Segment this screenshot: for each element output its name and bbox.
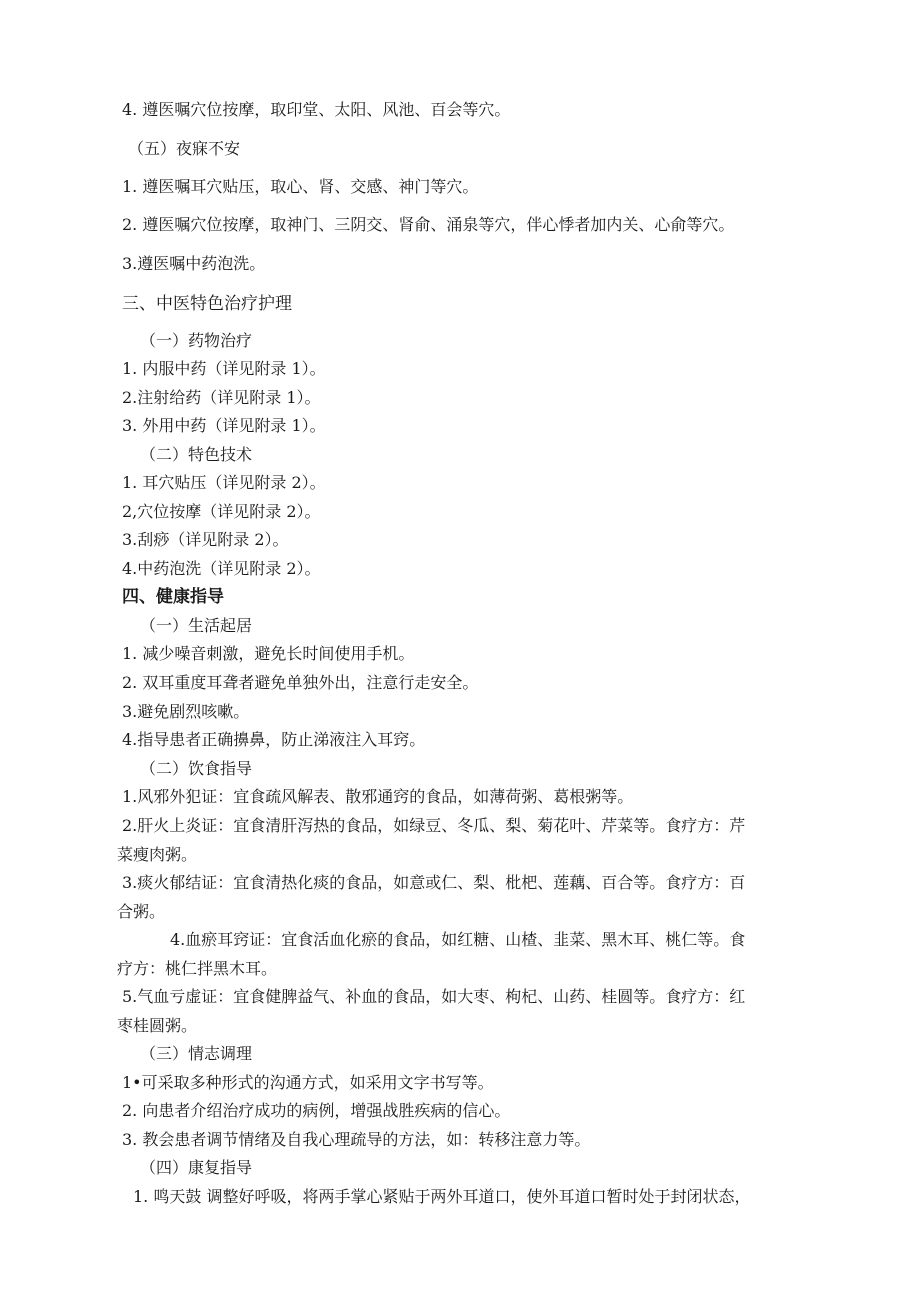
text-line: 1.风邪外犯证：宜食疏风解表、散邪通窍的食品，如薄荷粥、葛根粥等。 (122, 787, 634, 806)
section-heading: 四、健康指导 (122, 587, 224, 607)
subsection-heading: （二）饮食指导 (140, 759, 253, 778)
text-line: 1. 鸣天鼓 调整好呼吸，将两手掌心紧贴于两外耳道口，使外耳道口暂时处于封闭状态， (133, 1187, 751, 1206)
text-line: 5.气血亏虚证：宜食健脾益气、补血的食品，如大枣、枸杞、山药、桂圆等。食疗方：红 (122, 987, 746, 1006)
text-line: 疗方：桃仁拌黑木耳。 (117, 959, 278, 978)
text-line: 2. 双耳重度耳聋者避免单独外出，注意行走安全。 (122, 673, 479, 692)
subsection-heading: （三）情志调理 (140, 1044, 253, 1063)
text-line: 2,穴位按摩（详见附录 2）。 (122, 502, 321, 521)
text-line: 1•可采取多种形式的沟通方式，如采用文字书写等。 (122, 1073, 494, 1092)
text-line: 3. 外用中药（详见附录 1）。 (122, 416, 326, 435)
text-line: 3.刮痧（详见附录 2）。 (122, 530, 289, 549)
text-line: 4.血瘀耳窍证：宜食活血化瘀的食品，如红糖、山楂、韭菜、黑木耳、桃仁等。食 (170, 930, 746, 949)
text-line: 2. 向患者介绍治疗成功的病例，增强战胜疾病的信心。 (122, 1101, 511, 1120)
subsection-heading: （一）生活起居 (140, 616, 253, 635)
text-line: 4.中药泡洗（详见附录 2）。 (122, 559, 321, 578)
text-line: 1. 内服中药（详见附录 1）。 (122, 359, 326, 378)
text-line: 1. 减少噪音刺激，避免长时间使用手机。 (122, 644, 415, 663)
subsection-heading: （二）特色技术 (140, 445, 253, 464)
text-line: 2.肝火上炎证：宜食清肝泻热的食品，如绿豆、冬瓜、梨、菊花叶、芹菜等。食疗方：芹 (122, 816, 746, 835)
text-line: 4.指导患者正确擤鼻，防止涕液注入耳窍。 (122, 730, 426, 749)
text-line: 合粥。 (117, 902, 166, 921)
text-line: 3.避免剧烈咳嗽。 (122, 702, 250, 721)
text-line: 3. 教会患者调节情绪及自我心理疏导的方法，如：转移注意力等。 (122, 1130, 591, 1149)
text-line: 菜瘦肉粥。 (117, 845, 198, 864)
text-line: 3.痰火郁结证：宜食清热化痰的食品，如意或仁、梨、枇杷、莲藕、百合等。食疗方：百 (122, 873, 746, 892)
subsection-heading: （一）药物治疗 (140, 331, 253, 350)
text-line: 3.遵医嘱中药泡洗。 (122, 254, 266, 273)
section-heading: 三、中医特色治疗护理 (122, 294, 292, 314)
text-line: 1. 耳穴贴压（详见附录 2）。 (122, 473, 326, 492)
subsection-heading: （四）康复指导 (140, 1158, 253, 1177)
text-line: 2. 遵医嘱穴位按摩，取神门、三阴交、肾俞、涌泉等穴，伴心悸者加内关、心俞等穴。 (122, 215, 735, 234)
text-line: 1. 遵医嘱耳穴贴压，取心、肾、交感、神门等穴。 (122, 177, 479, 196)
text-line: 4. 遵医嘱穴位按摩，取印堂、太阳、风池、百会等穴。 (122, 100, 511, 119)
text-line: 2.注射给药（详见附录 1）。 (122, 388, 321, 407)
text-line: 枣桂圆粥。 (117, 1016, 198, 1035)
subsection-heading: （五）夜寐不安 (128, 139, 241, 158)
